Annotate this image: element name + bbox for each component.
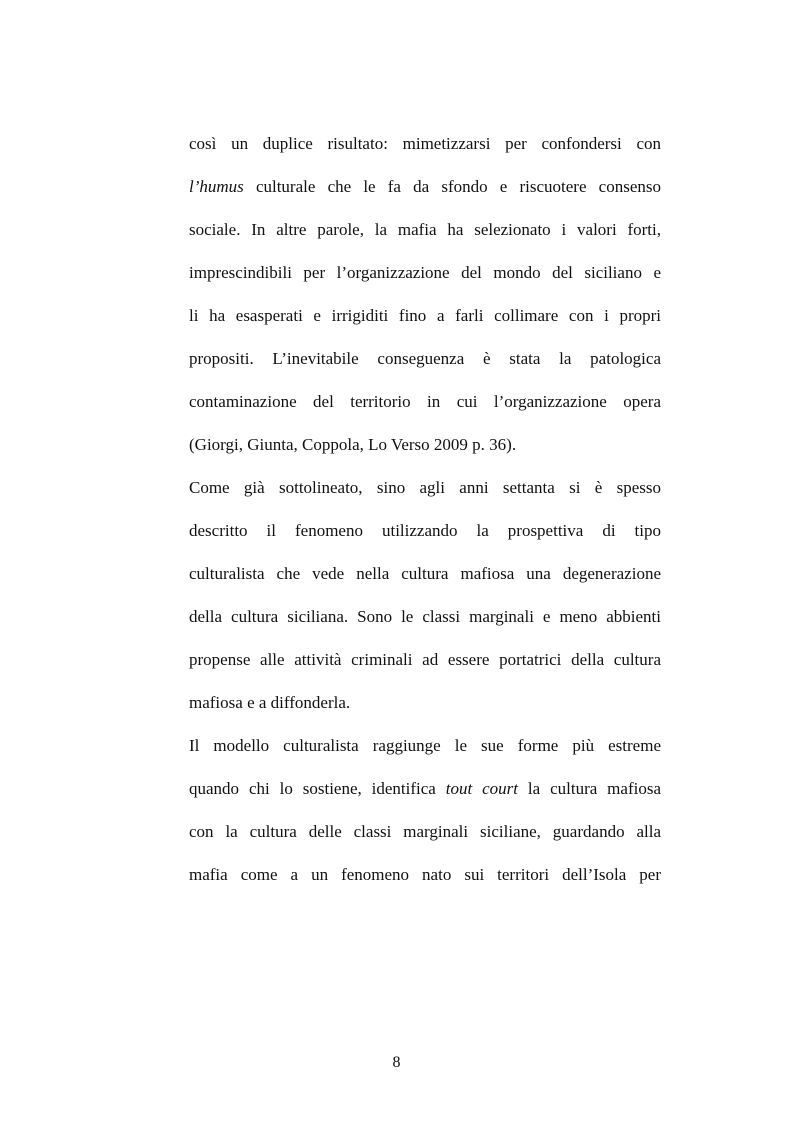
text-segment: culturale che le fa da sfondo e riscuotere consenso [243,177,661,196]
text-line: sociale. In altre parole, la mafia ha selezionato i valori forti, [189,220,661,239]
italic-phrase: tout court [445,779,518,798]
text-line: con la cultura delle classi marginali siciliane, guardando alla [189,822,661,841]
text-line: della cultura siciliana. Sono le classi marginali e meno abbienti [189,607,661,626]
text-segment: la cultura mafiosa [518,779,661,798]
text-line: culturalista che vede nella cultura mafiosa una degenerazione [189,564,661,583]
text-line: propositi. L’inevitabile conseguenza è stata la patologica [189,349,661,368]
italic-phrase: l’humus [189,177,244,196]
text-line: (Giorgi, Giunta, Coppola, Lo Verso 2009 p. 36). [189,435,517,454]
text-line: imprescindibili per l’organizzazione del mondo del siciliano e [189,263,661,282]
text-line: descritto il fenomeno utilizzando la prospettiva di tipo [189,521,661,540]
text-line [189,775,661,818]
body-text [189,130,661,904]
text-line [189,173,661,216]
text-line: mafiosa e a diffonderla. [189,693,351,712]
text-line: così un duplice risultato: mimetizzarsi per confondersi con [189,134,661,153]
text-line: propense alle attività criminali ad essere portatrici della cultura [189,650,661,669]
text-line: Il modello culturalista raggiunge le sue forme più estreme [189,736,661,755]
page-number: 8 [392,1054,401,1071]
text-segment: quando chi lo sostiene, identifica [189,779,446,798]
text-line: mafia come a un fenomeno nato sui territori dell’Isola per [189,865,661,884]
text-line: Come già sottolineato, sino agli anni settanta si è spesso [189,478,661,497]
text-line: li ha esasperati e irrigiditi fino a farli collimare con i propri [189,306,661,325]
text-line: contaminazione del territorio in cui l’organizzazione opera [189,392,661,411]
